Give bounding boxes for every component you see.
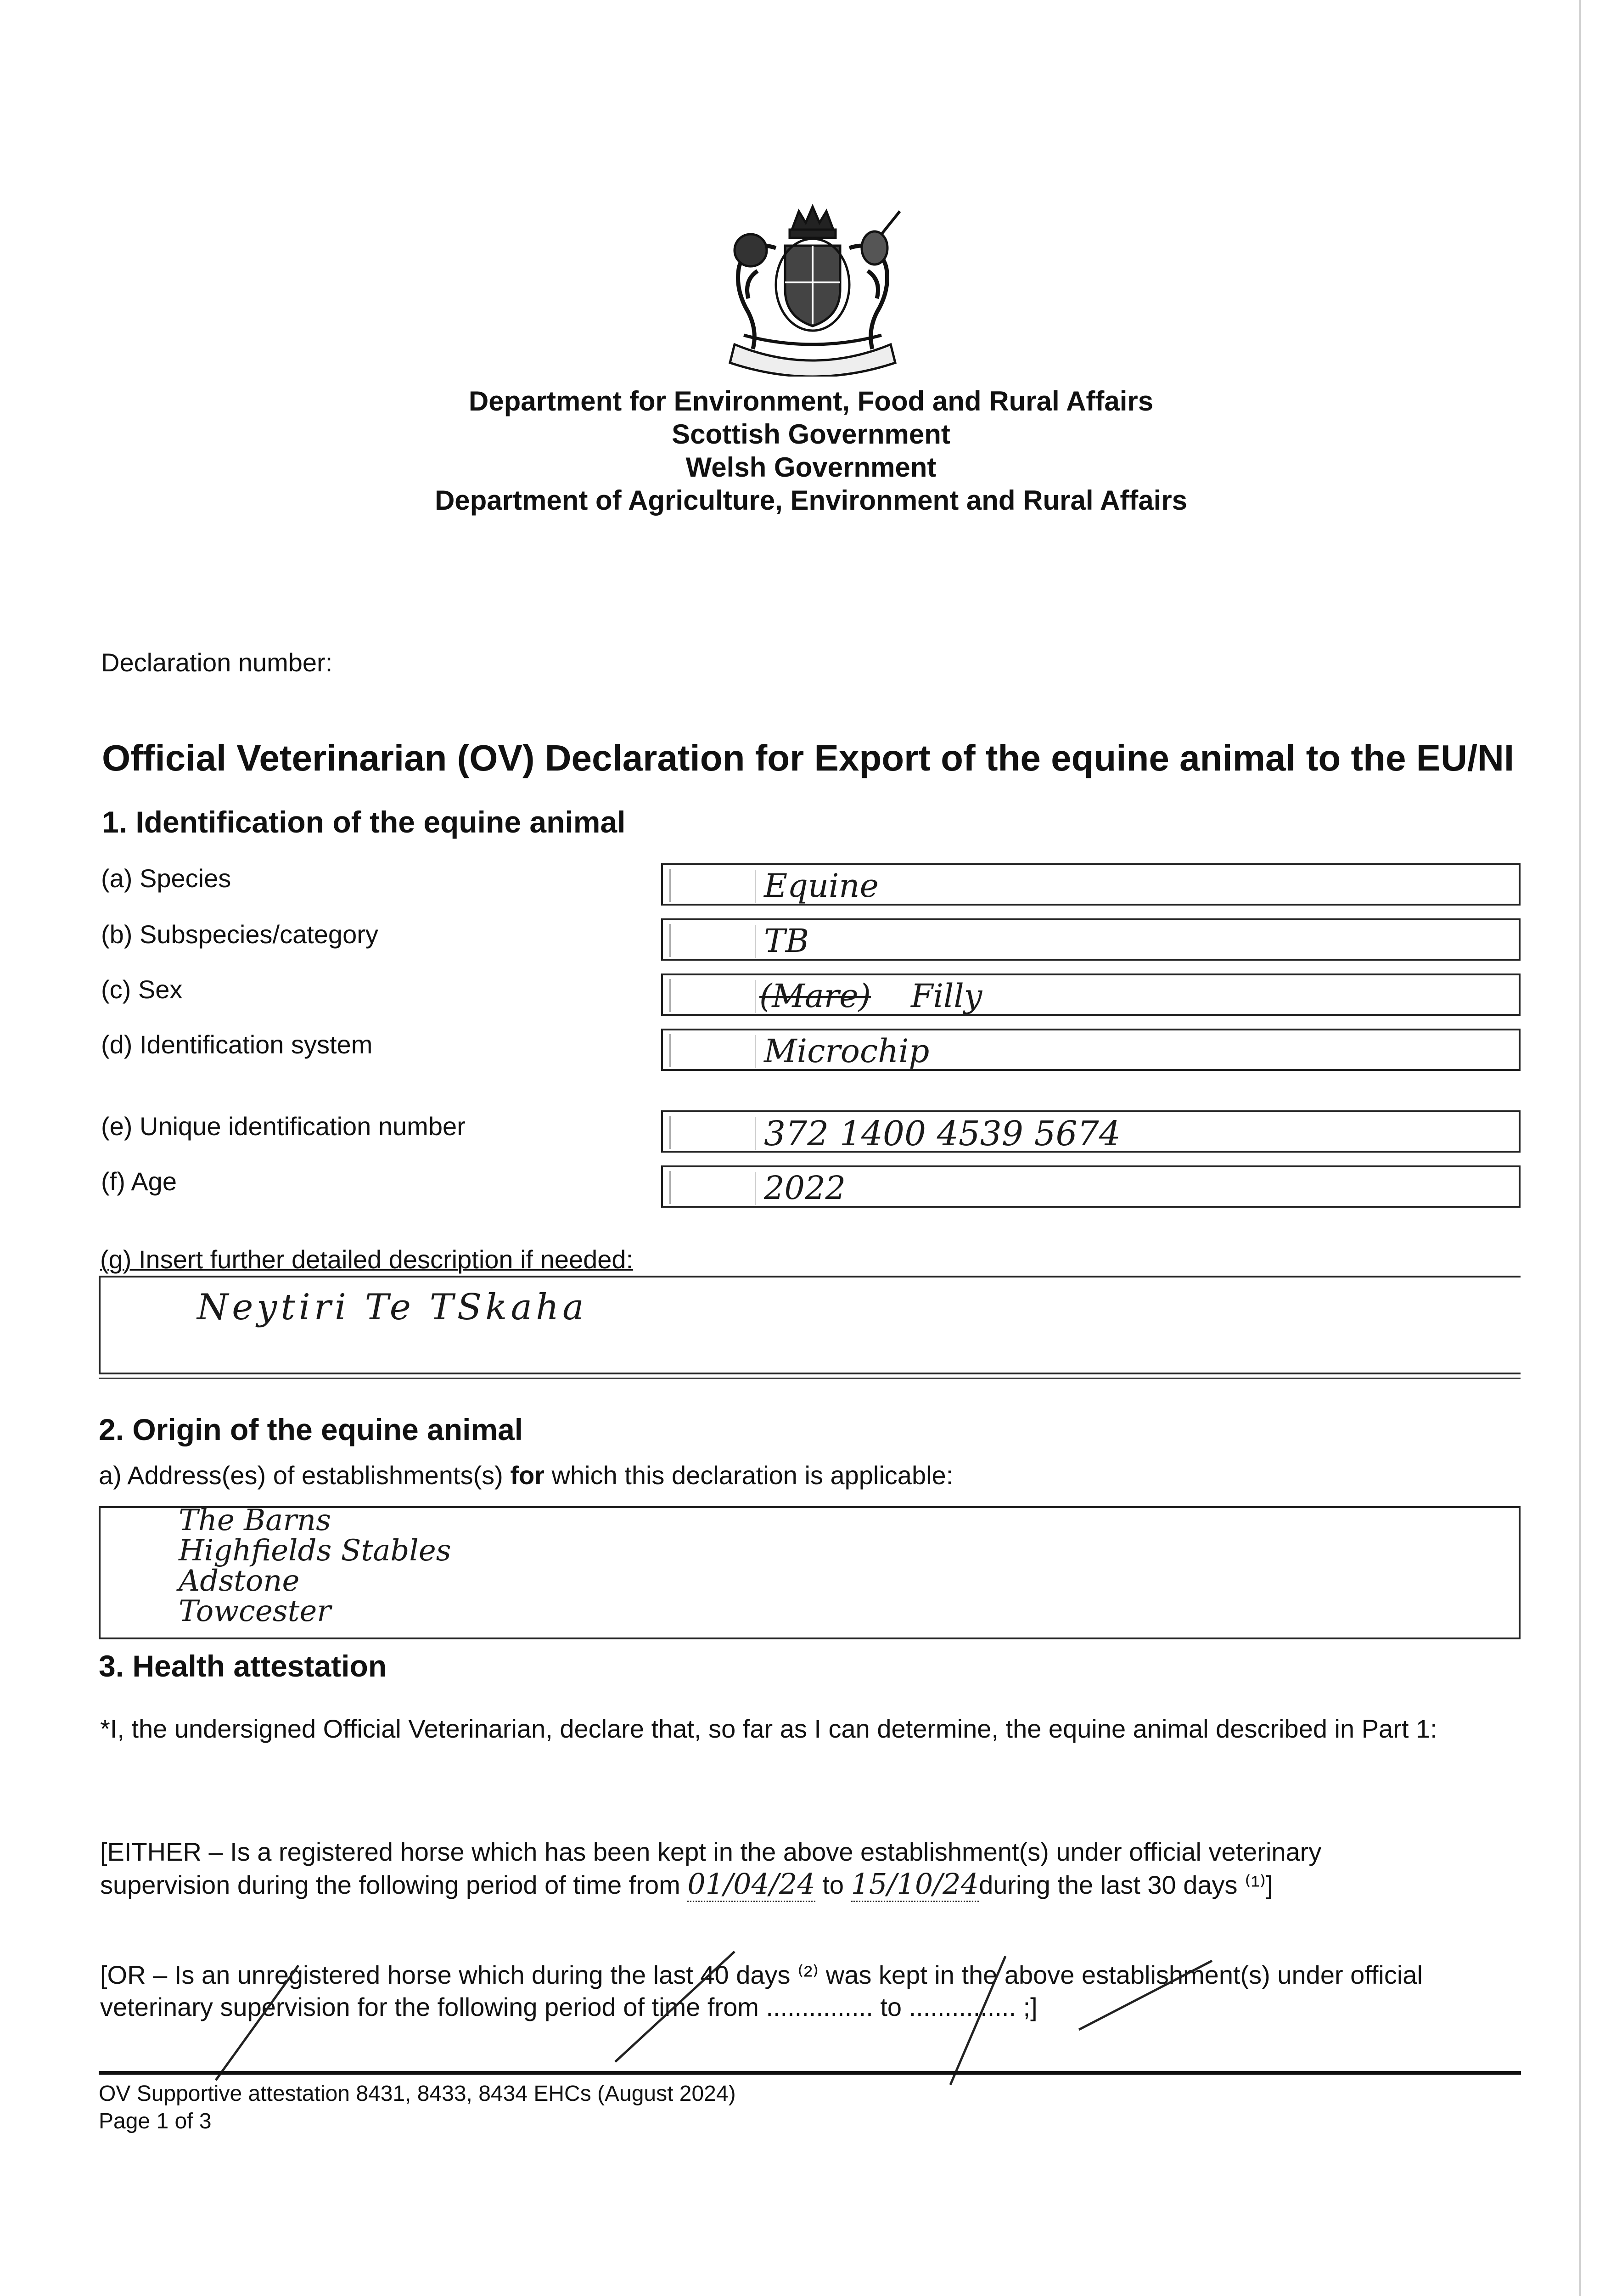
sex-value: Filly [911,977,982,1015]
either-line: [EITHER – Is a registered horse which has been kept in the above establishment(s) under official veterinary [100,1837,1322,1866]
species-value: Equine [764,867,879,905]
department-name: Department for Environment, Food and Rural Affairs [468,386,1154,416]
document-title: Official Veterinarian (OV) Declaration for Export of the equine animal to the EU/NI [102,737,1515,778]
address-line: Highfields Stables [179,1534,451,1568]
section-2-heading: 2. Origin of the equine animal [99,1412,523,1446]
or-line: veterinary supervision for the following period of time from ............... to ............... ;] [100,1992,1038,2021]
further-description-value: Neytiri Te TSkaha [197,1287,588,1328]
unique-id-label: (e) Unique identification number [101,1112,466,1141]
either-line: supervision during the following period of time from 01/04/24 to 15/10/24during the last 30 days ⁽¹⁾] [100,1868,1523,1901]
subspecies-label: (b) Subspecies/category [101,920,378,949]
section-1-heading: 1. Identification of the equine animal [102,805,626,839]
address-label: a) Address(es) of establishments(s) for which this declaration is applicable: [99,1461,954,1490]
department-name: Welsh Government [685,452,937,483]
subspecies-value: TB [764,922,809,960]
address-line: Towcester [179,1594,331,1628]
or-line: [OR – Is an unregistered horse which during the last 40 days ⁽²⁾ was kept in the above establishment(s) under official [100,1960,1423,1989]
footer-reference: OV Supportive attestation 8431, 8433, 8434 EHCs (August 2024) [99,2082,736,2106]
attestation-intro: *I, the undersigned Official Veterinarian, declare that, so far as I can determine, the equine animal described in Part 1: [100,1714,1437,1743]
identification-system-label: (d) Identification system [101,1030,373,1059]
address-line: The Barns [179,1503,331,1537]
section-3-heading: 3. Health attestation [99,1649,387,1683]
sex-label: (c) Sex [101,975,183,1004]
either-to-date[interactable]: 15/10/24 [851,1867,979,1902]
sex-struck-value: (Mare) [759,977,871,1015]
unique-id-value: 372 1400 4539 5674 [764,1114,1121,1154]
department-name: Department of Agriculture, Environment and Rural Affairs [434,485,1188,516]
age-value: 2022 [764,1169,846,1207]
identification-system-value: Microchip [764,1032,930,1070]
declaration-number-label: Declaration number: [101,648,333,677]
footer-rule [99,2071,1521,2075]
species-label: (a) Species [101,864,231,893]
department-name: Scottish Government [672,419,950,450]
age-label: (f) Age [101,1167,177,1196]
address-line: Adstone [179,1564,300,1598]
either-from-date[interactable]: 01/04/24 [687,1867,815,1902]
page-number: Page 1 of 3 [99,2109,212,2133]
further-description-label: (g) Insert further detailed description if needed: [100,1245,634,1274]
